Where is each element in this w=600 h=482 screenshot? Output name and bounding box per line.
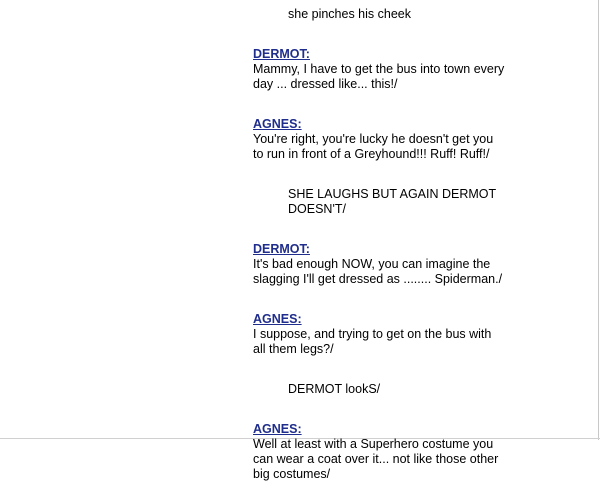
dialogue-line: to run in front of a Greyhound!!! Ruff! Ruff!/ <box>253 147 490 161</box>
dialogue-block-agnes <box>253 312 553 357</box>
dialogue-block-agnes <box>253 117 553 162</box>
dialogue-line: It's bad enough NOW, you can imagine the <box>253 257 491 271</box>
dialogue-line: day ... dressed like... this!/ <box>253 77 398 91</box>
stage-direction <box>253 7 553 22</box>
page-edge-right <box>598 0 599 440</box>
speaker-name: AGNES: <box>253 312 302 326</box>
speaker-name: DERMOT: <box>253 242 310 256</box>
dialogue-block-dermot <box>253 242 553 287</box>
stage-direction <box>253 187 553 217</box>
direction-line: SHE LAUGHS BUT AGAIN DERMOT <box>288 187 497 201</box>
script-body <box>253 7 553 482</box>
dialogue-line: I suppose, and trying to get on the bus with <box>253 327 492 341</box>
direction-line: DOESN'T/ <box>288 202 346 216</box>
dialogue-block-dermot <box>253 47 553 92</box>
speaker-name: DERMOT: <box>253 47 310 61</box>
dialogue-line: You're right, you're lucky he doesn't get you <box>253 132 494 146</box>
dialogue-block-agnes <box>253 422 553 482</box>
direction-line: DERMOT lookS/ <box>288 382 381 396</box>
speaker-name: AGNES: <box>253 117 302 131</box>
dialogue-line: slagging I'll get dressed as ........ Spiderman./ <box>253 272 503 286</box>
dialogue-line: can wear a coat over it... not like those other <box>253 452 499 466</box>
stage-direction <box>253 382 553 397</box>
dialogue-line: big costumes/ <box>253 467 331 481</box>
dialogue-line: Well at least with a Superhero costume you <box>253 437 494 451</box>
dialogue-line: all them legs?/ <box>253 342 334 356</box>
direction-line: she pinches his cheek <box>288 7 411 21</box>
speaker-name: AGNES: <box>253 422 302 436</box>
dialogue-line: Mammy, I have to get the bus into town every <box>253 62 505 76</box>
